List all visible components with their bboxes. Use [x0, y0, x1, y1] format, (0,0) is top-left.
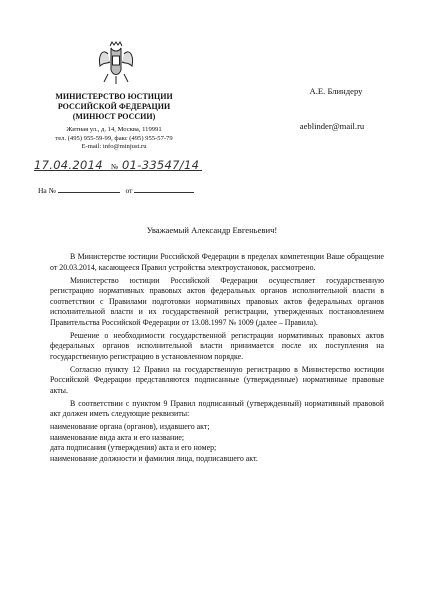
outgoing-reference-line [34, 156, 204, 174]
paragraph-3: Решение о необходимости государственной регистрации нормативных правовых актов федеральных органов исполнительной власти принимается после их поступления на государственную регистрацию в установленном порядке. [50, 330, 384, 361]
number-prefix: № [110, 162, 119, 171]
list-item: наименование органа (органов), издавшего акт; [50, 422, 210, 431]
on-number-blank [58, 184, 120, 193]
coat-of-arms-emblem [96, 40, 136, 88]
address-line-3: E-mail: info@minjust.ru [81, 143, 147, 151]
list-item: наименование вида акта и его название; [50, 432, 185, 442]
address-line-2: тел. (495) 955-59-99, факс (495) 955-57-79 [55, 134, 173, 142]
list-item: наименование должности и фамилия лица, подписавшего акт. [50, 453, 258, 463]
paragraph-4: Согласно пункту 12 Правил на государственную регистрацию в Министерство юстиции Российской Федерации представляются подписанные (утвержденные) нормативные правовые акты. [50, 364, 384, 395]
paragraph-5: В соответствии с пунктом 9 Правил подписанный (утвержденный) нормативный правовой акт должен иметь следующие реквизиты: [50, 398, 384, 418]
ministry-line-3: (МИНЮСТ РОССИИ) [72, 112, 156, 121]
incoming-reference-line [38, 184, 208, 195]
recipient-name: А.Е. Блиндеру [309, 86, 363, 96]
from-date-blank [134, 184, 194, 193]
list-item: дата подписания (утверждения) акта и его номер; [50, 443, 217, 452]
ministry-line-1: МИНИСТЕРСТВО ЮСТИЦИИ [55, 92, 173, 101]
on-number-label: На № [38, 186, 56, 195]
letter-body [50, 252, 384, 464]
greeting: Уважаемый Александр Евгеньевич! [146, 225, 278, 235]
from-label: от [125, 186, 133, 195]
ministry-name-block [38, 92, 190, 122]
handwritten-number: 01-33547/14 [122, 158, 200, 172]
handwritten-date: 17.04.2014 [34, 158, 103, 172]
reference-underline [34, 170, 202, 171]
paragraph-2: Министерство юстиции Российской Федерации осуществляет государственную регистрацию нормативных правовых актов федеральных органов исполнительной власти в соответствии с Правилами подготовки нормативных правовых актов федеральных органов исполнительной власти и их государственной регистрации, утвержденных постановлением Правительства Российской Федерации от 13.08.1997 № 1009 (далее – Правила). [50, 275, 384, 327]
recipient-email: aeblinder@mail.ru [299, 121, 365, 131]
ministry-line-2: РОССИЙСКОЙ ФЕДЕРАЦИИ [57, 102, 171, 111]
ministry-address-block [38, 126, 190, 152]
address-line-1: Житная ул., д. 14, Москва, 119991 [66, 126, 162, 133]
paragraph-1: В Министерстве юстиции Российской Федерации в пределах компетенции Ваше обращение от 20.03.2014, касающееся Правил устройства электроустановок, рассмотрено. [50, 252, 384, 272]
